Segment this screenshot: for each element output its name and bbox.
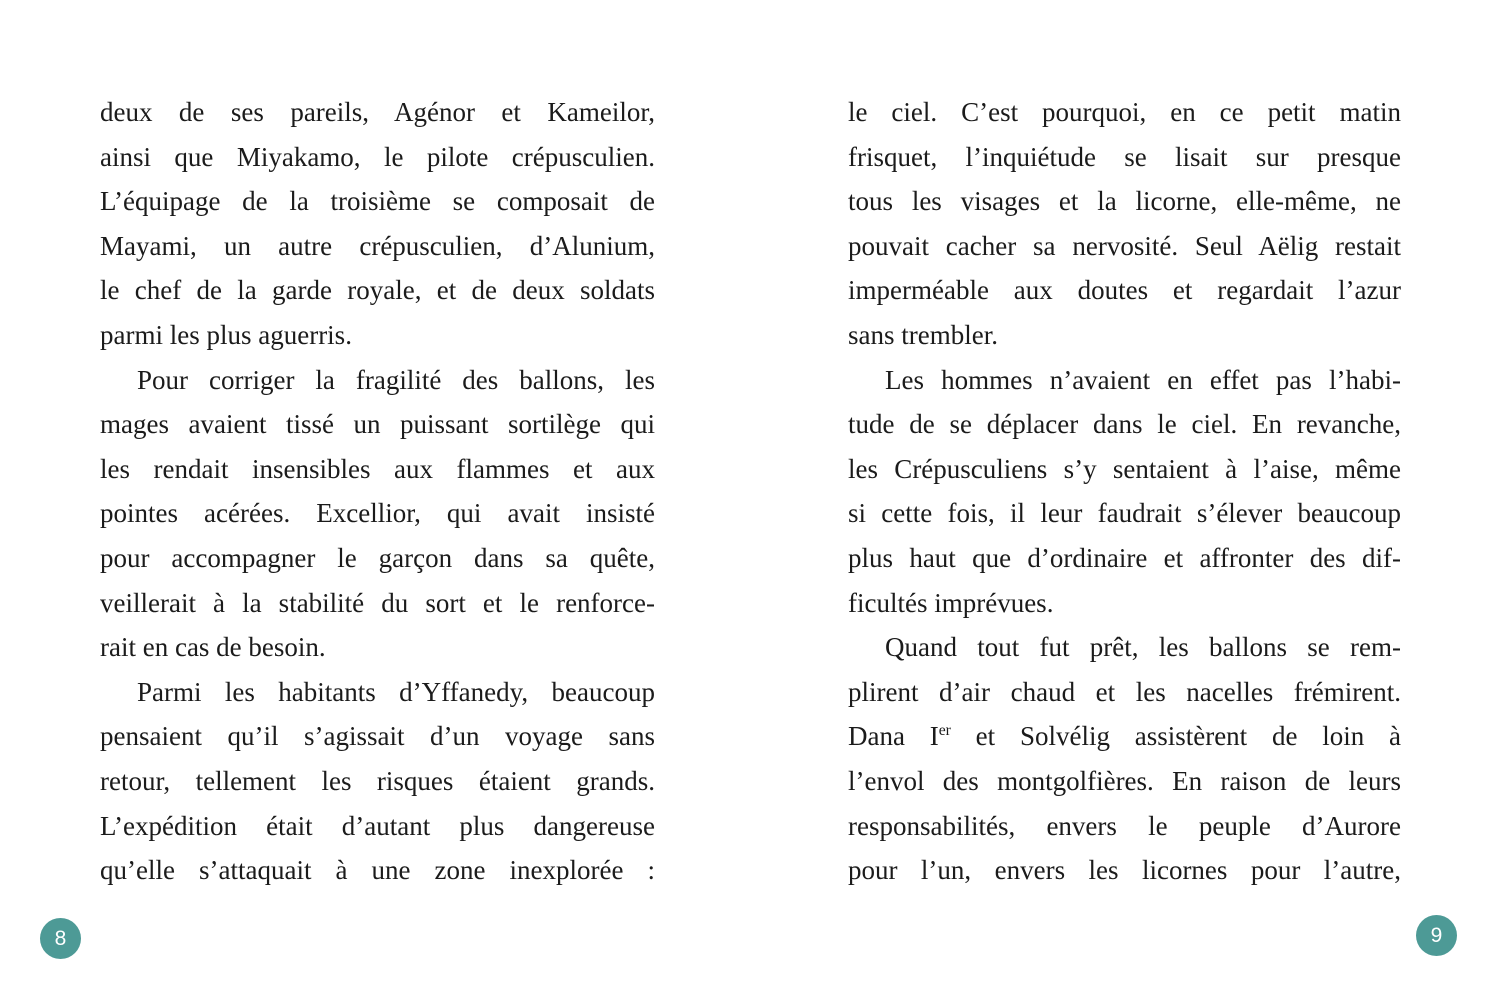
text-line: mages avaient tissé un puissant sortilège qui (100, 409, 655, 440)
text-line: retour, tellement les risques étaient grands. (100, 765, 655, 796)
text-line: imperméable aux doutes et regardait l’azur (848, 275, 1401, 306)
page-right-text (848, 90, 1401, 893)
text-line: Les hommes n’avaient en effet pas l’habi- (885, 364, 1401, 395)
text-line: sans trembler. (848, 319, 998, 350)
text-line: veillerait à la stabilité du sort et le renforce- (100, 587, 655, 618)
text-line: deux de ses pareils, Agénor et Kameilor, (100, 97, 655, 127)
text-line: L’équipage de la troisième se composait de (100, 186, 655, 217)
text-line: le chef de la garde royale, et de deux soldats (100, 275, 655, 306)
text-line: ainsi que Miyakamo, le pilote crépusculien. (100, 141, 655, 172)
page-number-badge-right: 9 (1416, 915, 1457, 956)
text-line: plus haut que d’ordinaire et affronter des dif- (848, 542, 1401, 573)
page-number-badge-left: 8 (40, 918, 81, 959)
page-left-text (100, 90, 655, 893)
text-line: l’envol des montgolfières. En raison de leurs (848, 765, 1401, 796)
text-line: qu’elle s’attaquait à une zone inexplorée : (100, 855, 655, 886)
text-line: pouvait cacher sa nervosité. Seul Aëlig restait (848, 230, 1401, 261)
text-line: pointes acérées. Excellior, qui avait insisté (100, 498, 655, 529)
text-line: pensaient qu’il s’agissait d’un voyage sans (100, 721, 655, 752)
text-line: plirent d’air chaud et les nacelles frémirent. (848, 676, 1401, 707)
text-line: tude de se déplacer dans le ciel. En revanche, (848, 409, 1401, 440)
text-line: rait en cas de besoin. (100, 632, 326, 663)
text-line: Pour corriger la fragilité des ballons, les (137, 364, 655, 395)
text-line: pour l’un, envers les licornes pour l’autre, (848, 855, 1401, 886)
text-line: Parmi les habitants d’Yffanedy, beaucoup (137, 676, 655, 707)
text-line: les rendait insensibles aux flammes et aux (100, 453, 655, 484)
text-line: Quand tout fut prêt, les ballons se rem- (885, 632, 1401, 663)
text-line: si cette fois, il leur faudrait s’élever beaucoup (848, 498, 1401, 529)
text-line: Mayami, un autre crépusculien, d’Alunium, (100, 230, 655, 261)
text-line: Dana Ier et Solvélig assistèrent de loin à (848, 721, 1401, 752)
text-line: pour accompagner le garçon dans sa quête, (100, 542, 655, 573)
text-line: frisquet, l’inquiétude se lisait sur presque (848, 141, 1401, 172)
text-line: L’expédition était d’autant plus dangereuse (100, 810, 655, 841)
text-line: le ciel. C’est pourquoi, en ce petit matin (848, 97, 1401, 127)
text-line: ficultés imprévues. (848, 587, 1054, 618)
text-line: tous les visages et la licorne, elle-même, ne (848, 186, 1401, 217)
text-line: les Crépusculiens s’y sentaient à l’aise, même (848, 453, 1401, 484)
text-line: responsabilités, envers le peuple d’Aurore (848, 810, 1401, 841)
text-line: parmi les plus aguerris. (100, 319, 352, 350)
